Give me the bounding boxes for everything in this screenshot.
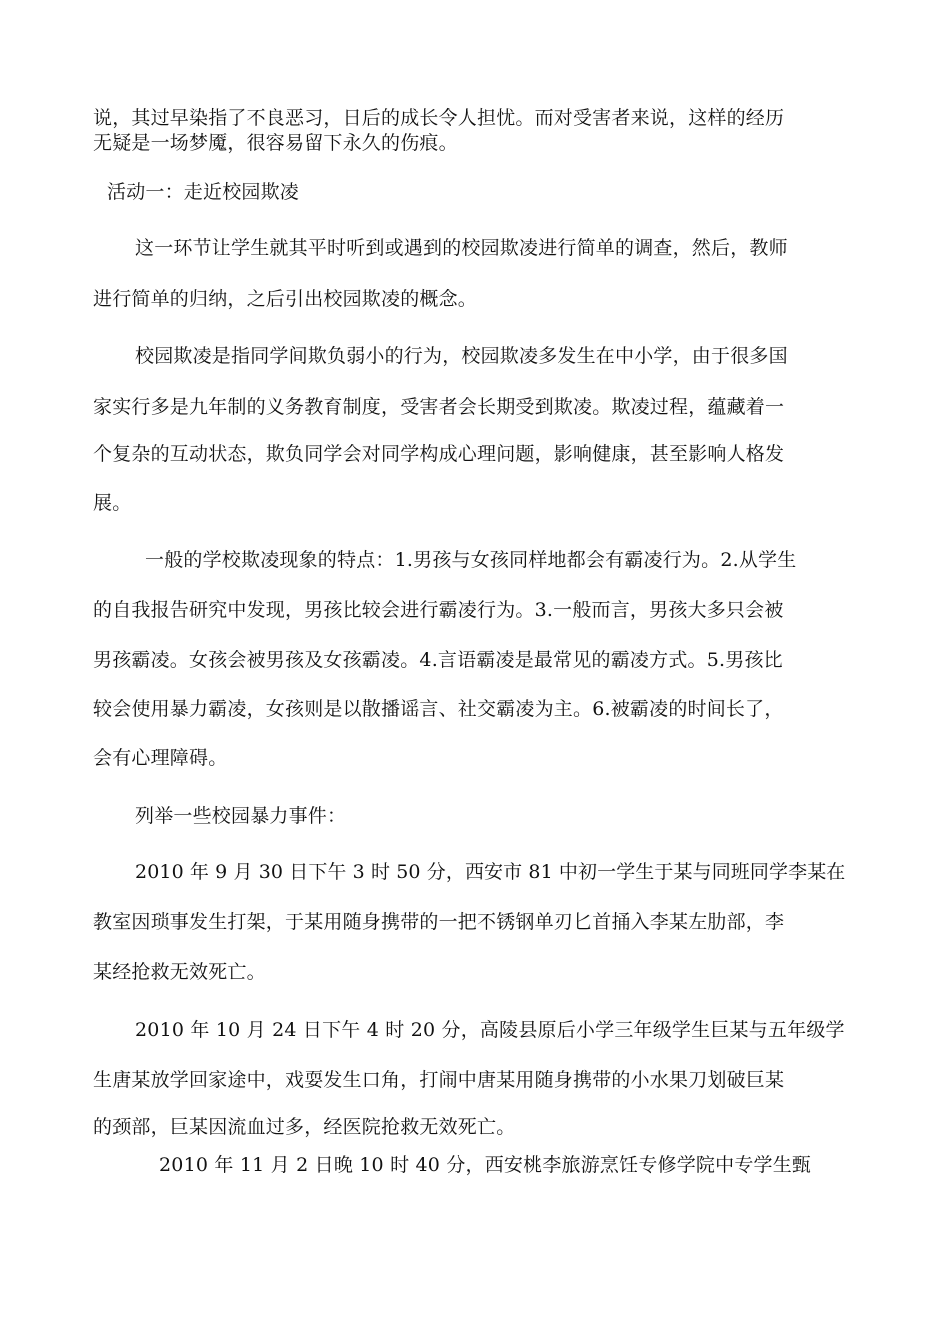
- text-line: 较会使用暴力霸凌，女孩则是以散播谣言、社交霸凌为主。6.被霸凌的时间长了，: [93, 698, 784, 720]
- text-line: 个复杂的互动状态，欺负同学会对同学构成心理问题，影响健康，甚至影响人格发: [93, 443, 785, 465]
- text-line: 2010 年 11 月 2 日晚 10 时 40 分，西安桃李旅游烹饪专修学院中专学生甄: [159, 1154, 812, 1176]
- section-heading: 活动一：走近校园欺凌: [107, 181, 300, 203]
- text-line: 某经抢救无效死亡。: [93, 961, 266, 983]
- text-line: 2010 年 10 月 24 日下午 4 时 20 分，高陵县原后小学三年级学生巨某与五年级学: [135, 1019, 845, 1041]
- text-line: 教室因琐事发生打架，于某用随身携带的一把不锈钢单刃匕首捅入李某左肋部，李: [93, 911, 785, 933]
- text-line: 2010 年 9 月 30 日下午 3 时 50 分，西安市 81 中初一学生于某与同班同学李某在: [135, 861, 846, 883]
- text-line: 男孩霸凌。女孩会被男孩及女孩霸凌。4.言语霸凌是最常见的霸凌方式。5.男孩比: [93, 649, 783, 671]
- text-line: 说，其过早染指了不良恶习，日后的成长令人担忧。而对受害者来说，这样的经历: [93, 107, 785, 129]
- text-line: 一般的学校欺凌现象的特点：1.男孩与女孩同样地都会有霸凌行为。2.从学生: [145, 549, 797, 571]
- text-line: 会有心理障碍。: [93, 747, 228, 769]
- text-line: 进行简单的归纳，之后引出校园欺凌的概念。: [93, 288, 478, 310]
- text-line: 家实行多是九年制的义务教育制度，受害者会长期受到欺凌。欺凌过程，蕴藏着一: [93, 396, 785, 418]
- text-line: 列举一些校园暴力事件：: [135, 805, 347, 827]
- text-line: 的自我报告研究中发现，男孩比较会进行霸凌行为。3.一般而言，男孩大多只会被: [93, 599, 784, 621]
- text-line: 无疑是一场梦魇，很容易留下永久的伤痕。: [93, 132, 458, 154]
- text-line: 生唐某放学回家途中，戏耍发生口角，打闹中唐某用随身携带的小水果刀划破巨某: [93, 1069, 785, 1091]
- text-line: 这一环节让学生就其平时听到或遇到的校园欺凌进行简单的调查，然后，教师: [135, 237, 788, 259]
- text-line: 的颈部，巨某因流血过多，经医院抢救无效死亡。: [93, 1116, 516, 1138]
- text-line: 展。: [93, 492, 132, 514]
- text-line: 校园欺凌是指同学间欺负弱小的行为，校园欺凌多发生在中小学，由于很多国: [135, 345, 788, 367]
